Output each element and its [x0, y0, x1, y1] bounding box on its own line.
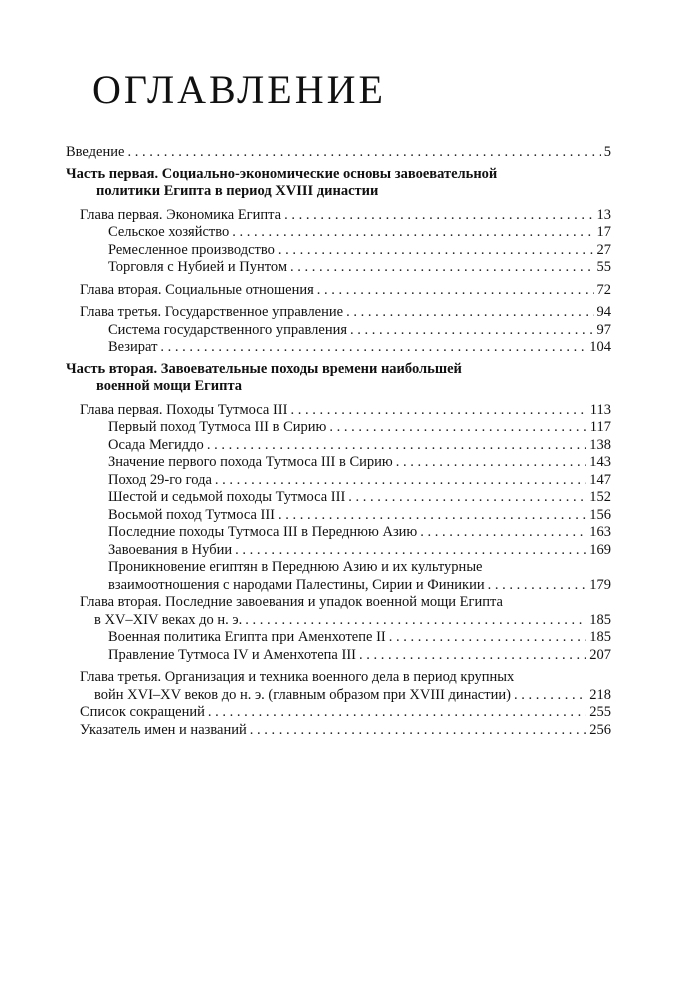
toc-entry-label: Система государственного управления	[108, 321, 348, 338]
leader-dots	[346, 304, 593, 322]
toc-entry-label: Последние походы Тутмоса III в Переднюю Азию	[108, 524, 418, 540]
toc-entry-label: Указатель имен и названий	[80, 721, 247, 738]
toc-entry-label: Сельское хозяйство	[108, 224, 230, 240]
part-one-line1: Часть первая. Социально-экономические основы завоевательной	[66, 165, 498, 182]
toc-entry-section[interactable]	[66, 339, 611, 357]
toc-entry-page: 104	[589, 339, 611, 355]
toc-entry-label: Шестой и седьмой походы Тутмоса III	[108, 489, 346, 505]
leader-dots	[359, 647, 586, 665]
toc-entry-label: Глава первая. Экономика Египта	[80, 206, 282, 223]
toc-entry-page: 138	[589, 436, 611, 453]
toc-entry-page: 147	[589, 471, 611, 488]
toc-entry-label: Завоевания в Нубии	[108, 541, 233, 558]
toc-entry-chapter-multiline[interactable]	[66, 594, 611, 629]
leader-dots	[278, 242, 594, 260]
toc-entry-page: 143	[589, 454, 611, 470]
toc-entry-section[interactable]	[66, 242, 611, 260]
leader-dots	[284, 207, 593, 225]
leader-dots	[348, 489, 586, 507]
toc-entry-chapter[interactable]	[66, 207, 611, 225]
toc-entry-label-cont: взаимоотношения с народами Палестины, Сирии и Финикии	[108, 576, 485, 593]
toc-entry-page: 179	[589, 576, 611, 593]
toc-entry-label: Глава первая. Походы Тутмоса III	[80, 401, 288, 418]
leader-dots	[278, 507, 586, 525]
toc-entry-abbreviations[interactable]	[66, 704, 611, 722]
part-two-heading	[66, 361, 611, 396]
toc-entry-section[interactable]	[66, 259, 611, 277]
toc-entry-section[interactable]	[66, 507, 611, 525]
leader-dots	[290, 402, 586, 420]
toc-entry-section[interactable]	[66, 454, 611, 472]
toc-entry-chapter[interactable]	[66, 304, 611, 322]
toc-entry-label: Глава вторая. Последние завоевания и упадок военной мощи Египта	[80, 594, 503, 610]
toc-entry-page: 113	[589, 401, 611, 418]
toc-entry-section[interactable]	[66, 224, 611, 242]
toc-entry-label: Проникновение египтян в Переднюю Азию и их культурные	[108, 559, 483, 575]
part-one-line2: политики Египта в период XVIII династии	[96, 183, 379, 199]
toc-entry-label: Восьмой поход Тутмоса III	[108, 506, 275, 523]
toc-entry-label: Список сокращений	[80, 704, 205, 720]
toc-entry-page: 17	[596, 224, 611, 240]
toc-entry-page: 27	[596, 241, 611, 258]
toc-entry-page: 255	[589, 704, 611, 720]
toc-entry-page: 218	[589, 686, 611, 703]
leader-dots	[389, 629, 587, 647]
toc-entry-page: 169	[589, 541, 611, 558]
leader-dots	[420, 524, 586, 542]
leader-dots	[350, 322, 593, 340]
leader-dots	[160, 339, 586, 357]
page-title: ОГЛАВЛЕНИЕ	[92, 67, 386, 112]
toc-entry-page: 72	[596, 281, 611, 298]
toc-entry-page: 207	[589, 646, 611, 663]
leader-dots	[208, 704, 586, 722]
toc-entry-label: Торговля с Нубией и Пунтом	[108, 259, 287, 275]
toc-entry-section[interactable]	[66, 647, 611, 665]
part-one-heading	[66, 166, 611, 201]
toc-entry-label: Поход 29-го года	[108, 471, 212, 488]
toc-entry-page: 185	[589, 629, 611, 645]
toc-entry-section[interactable]	[66, 489, 611, 507]
toc-entry-section-multiline[interactable]	[66, 559, 611, 594]
leader-dots	[232, 224, 593, 242]
toc-entry-label: Везират	[108, 339, 158, 355]
leader-dots	[290, 259, 594, 277]
toc-entry-chapter[interactable]	[66, 402, 611, 420]
toc-entry-chapter[interactable]	[66, 282, 611, 300]
leader-dots	[514, 687, 586, 705]
toc-entry-page: 55	[596, 259, 611, 275]
leader-dots	[488, 577, 587, 595]
toc-entry-page: 13	[596, 206, 611, 223]
part-two-line2: военной мощи Египта	[96, 378, 243, 394]
toc-entry-label-cont: войн XVI–XV веков до н. э. (главным образом при XVIII династии)	[94, 686, 511, 703]
toc-entry-label: Глава вторая. Социальные отношения	[80, 281, 314, 298]
toc-entry-label: Глава третья. Государственное управление	[80, 304, 344, 320]
leader-dots	[396, 454, 587, 472]
toc-entry-label: Значение первого похода Тутмоса III в Сирию	[108, 454, 393, 470]
toc-entry-page: 97	[596, 321, 611, 338]
toc-entry-label: Военная политика Египта при Аменхотепе II	[108, 629, 386, 645]
toc-entry-label: Осада Мегиддо	[108, 436, 204, 453]
toc-entry-page: 185	[589, 611, 611, 628]
toc-entry-section[interactable]	[66, 419, 611, 437]
leader-dots	[329, 419, 586, 437]
toc-entry-section[interactable]	[66, 542, 611, 560]
toc-entry-label-cont: в XV–XIV веках до н. э.	[94, 611, 243, 628]
toc-entry-page: 256	[589, 721, 611, 738]
toc-entry-page: 163	[589, 524, 611, 540]
toc-entry-index[interactable]	[66, 722, 611, 740]
toc-entry-page: 117	[589, 419, 611, 435]
part-two-line1: Часть вторая. Завоевательные походы времени наибольшей	[66, 360, 462, 377]
toc-entry-chapter-multiline[interactable]	[66, 669, 611, 704]
leader-dots	[235, 542, 586, 560]
toc-entry-section[interactable]	[66, 472, 611, 490]
toc-entry-label: Правление Тутмоса IV и Аменхотепа III	[108, 646, 356, 663]
leader-dots	[215, 472, 586, 490]
toc-entry-label: Первый поход Тутмоса III в Сирию	[108, 419, 327, 435]
toc-entry-section[interactable]	[66, 437, 611, 455]
toc-entry-section[interactable]	[66, 629, 611, 647]
leader-dots	[127, 144, 600, 162]
table-of-contents	[66, 144, 611, 739]
toc-entry-section[interactable]	[66, 524, 611, 542]
leader-dots	[317, 282, 594, 300]
toc-entry-page: 5	[603, 144, 611, 160]
toc-entry-label: Глава третья. Организация и техника военного дела в период крупных	[80, 669, 515, 685]
toc-entry-label: Введение	[66, 144, 125, 160]
toc-entry-page: 156	[589, 506, 611, 523]
toc-entry-page: 152	[589, 489, 611, 505]
toc-entry-label: Ремесленное производство	[108, 241, 275, 258]
toc-entry-intro[interactable]	[66, 144, 611, 162]
leader-dots	[250, 722, 587, 740]
toc-entry-page: 94	[596, 304, 611, 320]
toc-entry-section[interactable]	[66, 322, 611, 340]
leader-dots	[207, 437, 586, 455]
leader-dots	[245, 612, 586, 630]
